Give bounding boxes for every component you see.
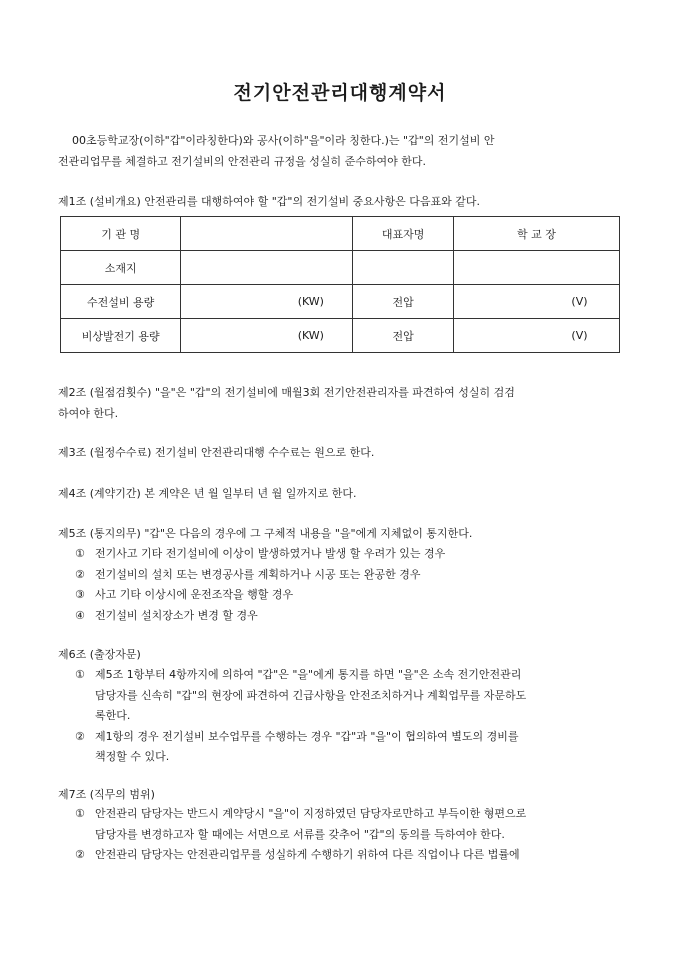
cell-generator-capacity-value (181, 319, 353, 353)
item-number: ① (75, 668, 85, 681)
article-7-heading: 제7조 (직무의 범위) (58, 788, 155, 801)
article-1: 제1조 (설비개요) 안전관리를 대행하여야 할 "갑"의 전기설비 중요사항은 다음표와 같다. (58, 195, 480, 208)
item-number: ② (75, 729, 85, 743)
table-row (61, 251, 620, 285)
v-unit: (V) (571, 329, 588, 342)
article-5-list (58, 544, 624, 626)
list-item (58, 585, 624, 606)
cell-voltage-value (453, 285, 619, 319)
item-number: ③ (75, 588, 85, 601)
table-row (61, 217, 620, 251)
item-line: 제1항의 경우 전기설비 보수업무를 수행하는 경우 "갑"과 "을"이 협의하여 별도의 경비를 (95, 729, 519, 743)
cell-voltage-label: 전압 (353, 285, 454, 319)
cell-power-capacity-value (181, 285, 353, 319)
cell-voltage-value (453, 319, 619, 353)
list-item (58, 606, 624, 627)
item-number: ④ (75, 608, 85, 622)
item-number: ① (75, 807, 85, 820)
item-line: 록한다. (95, 709, 131, 722)
cell-generator-capacity-label: 비상발전기 용량 (61, 319, 181, 353)
list-item (58, 727, 624, 768)
cell-representative-label: 대표자명 (353, 217, 454, 251)
list-item (58, 845, 624, 866)
article-2 (58, 382, 624, 424)
article-2-line-2: 하여야 한다. (58, 407, 119, 420)
item-line: 담당자를 신속히 "갑"의 현장에 파견하여 긴급사항을 안전조치하거나 계획업무를 자문하도 (95, 688, 527, 702)
item-line: 담당자를 변경하고자 할 때에는 서면으로 서류를 갖추어 "갑"의 동의를 득하여야 한다. (95, 827, 505, 841)
cell-address-label: 소재지 (61, 251, 181, 285)
list-item (58, 804, 624, 845)
cell-empty (453, 251, 619, 285)
kw-unit: (KW) (297, 295, 324, 308)
table-row (61, 319, 620, 353)
v-unit: (V) (571, 295, 588, 308)
item-line: 안전관리 담당자는 안전관리업무를 성실하게 수행하기 위하여 다른 직업이나 다른 법률에 (95, 848, 520, 861)
item-text: 전기설비의 설치 또는 변경공사를 계획하거나 시공 또는 완공한 경우 (95, 567, 421, 581)
cell-voltage-label: 전압 (353, 319, 454, 353)
cell-power-capacity-label: 수전설비 용량 (61, 285, 181, 319)
article-4: 제4조 (계약기간) 본 계약은 년 월 일부터 년 월 일까지로 한다. (58, 487, 357, 500)
article-6-list (58, 665, 624, 768)
cell-address-value (181, 251, 353, 285)
list-item (58, 565, 624, 586)
intro-line-1: 00초등학교장(이하"갑"이라칭한다)와 공사(이하"을"이라 칭한다.)는 "갑"의 전기설비 안 (72, 134, 495, 147)
list-item (58, 665, 624, 727)
item-number: ① (75, 547, 85, 560)
facility-table (60, 216, 620, 353)
article-6-heading: 제6조 (출장자문) (58, 648, 141, 661)
article-5-heading: 제5조 (통지의무) "갑"은 다음의 경우에 그 구체적 내용을 "을"에게 지체없이 통지한다. (58, 527, 473, 540)
item-text: 전기사고 기타 전기설비에 이상이 발생하였거나 발생 할 우려가 있는 경우 (95, 547, 446, 560)
item-text: 사고 기타 이상시에 운전조작을 행할 경우 (95, 588, 294, 601)
list-item (58, 544, 624, 565)
article-3: 제3조 (월정수수료) 전기설비 안전관리대행 수수료는 원으로 한다. (58, 446, 375, 459)
document-title: 전기안전관리대행계약서 (233, 82, 447, 104)
intro-paragraph (58, 130, 624, 172)
article-7-list (58, 804, 624, 866)
table-row (61, 285, 620, 319)
intro-line-2: 전관리업무를 체결하고 전기설비의 안전관리 규정을 성실히 준수하여야 한다. (58, 155, 427, 168)
item-line: 책정할 수 있다. (95, 750, 170, 763)
item-line: 안전관리 담당자는 반드시 계약당시 "을"이 지정하였던 담당자로만하고 부득이한 형편으로 (95, 807, 527, 820)
item-number: ② (75, 567, 85, 581)
cell-representative-value: 학 교 장 (453, 217, 619, 251)
article-2-line-1: 제2조 (월점검횟수) "을"은 "갑"의 전기설비에 매월3회 전기안전관리자를 파견하여 성실히 검검 (58, 386, 515, 399)
kw-unit: (KW) (297, 329, 324, 342)
item-line: 제5조 1항부터 4항까지에 의하여 "갑"은 "을"에게 통지를 하면 "을"은 소속 전기안전관리 (95, 668, 522, 681)
item-number: ② (75, 848, 85, 861)
cell-empty (353, 251, 454, 285)
cell-institution-value (181, 217, 353, 251)
item-text: 전기설비 설치장소가 변경 할 경우 (95, 608, 258, 622)
cell-institution-label: 기 관 명 (61, 217, 181, 251)
